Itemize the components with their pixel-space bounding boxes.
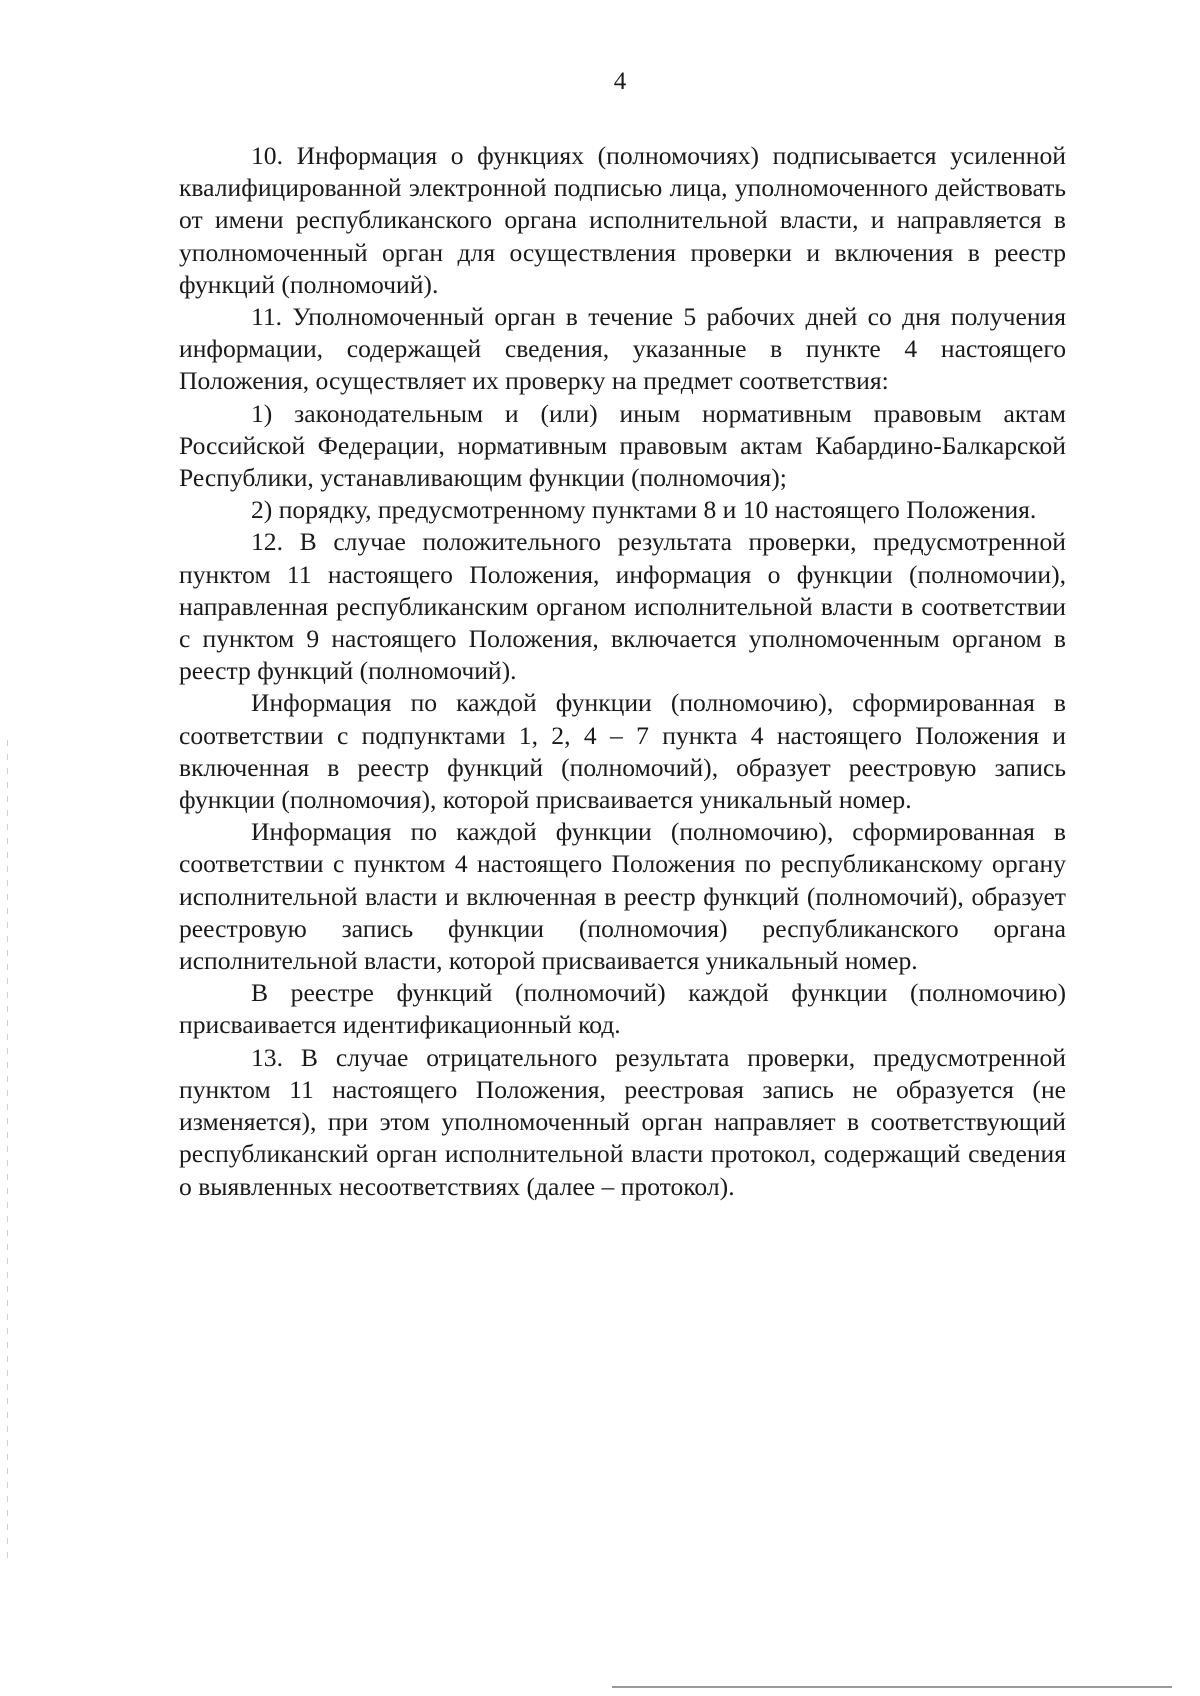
paragraph-12-registry-record: Информация по каждой функции (полномочию), сформированная в соответствии с подпунктами 1, 2, 4 – 7 пункта 4 настоящего Положения и включенная в реестр функций (полномочий), образует реестровую запись функции (полномочия), которой присваивается уникальный номер. — [179, 688, 1066, 815]
paragraph-12: 12. В случае положительного результата проверки, предусмотренной пунктом 11 настоящего Положения, информация о функции (полномочии), направленная республиканским органом исполнительной власти в соответствии с пунктом 9 настоящего Положения, включается уполномоченным органом в реестр функций (полномочий). — [179, 527, 1066, 686]
paragraph-11-item-2: 2) порядку, предусмотренному пунктами 8 и 10 настоящего Положения. — [251, 495, 1037, 525]
scan-edge-mark — [7, 740, 8, 1560]
paragraph-10: 10. Информация о функциях (полномочиях) подписывается усиленной квалифицированной электронной подписью лица, уполномоченного действовать от имени республиканского органа исполнительной власти, и направляется в уполномоченный орган для осуществления проверки и включения в реестр функций (полномочий). — [179, 141, 1066, 299]
page-number: 4 — [613, 68, 627, 95]
document-body — [179, 140, 1066, 1203]
paragraph-12-organ-registry-record: Информация по каждой функции (полномочию), сформированная в соответствии с пунктом 4 настоящего Положения по республиканскому органу исполнительной власти и включенная в реестр функций (полномочий), образует реестровую запись функции (полномочия) республиканского органа исполнительной власти, которой присваивается уникальный номер. — [179, 817, 1066, 976]
scan-bottom-line — [612, 1686, 1172, 1688]
paragraph-13: 13. В случае отрицательного результата проверки, предусмотренной пунктом 11 настоящего Положения, реестровая запись не образуется (не изменяется), при этом уполномоченный орган направляет в соответствующий республиканский орган исполнительной власти протокол, содержащий сведения о выявленных несоответствиях (далее – протокол). — [179, 1042, 1066, 1201]
paragraph-12-identification-code: В реестре функций (полномочий) каждой функции (полномочию) присваивается идентификационный код. — [179, 978, 1066, 1040]
paragraph-11: 11. Уполномоченный орган в течение 5 рабочих дней со дня получения информации, содержащей сведения, указанные в пункте 4 настоящего Положения, осуществляет их проверку на предмет соответствия: — [179, 302, 1066, 396]
paragraph-11-item-1: 1) законодательным и (или) иным нормативным правовым актам Российской Федерации, нормативным правовым актам Кабардино-Балкарской Республики, устанавливающим функции (полномочия); — [179, 398, 1066, 493]
